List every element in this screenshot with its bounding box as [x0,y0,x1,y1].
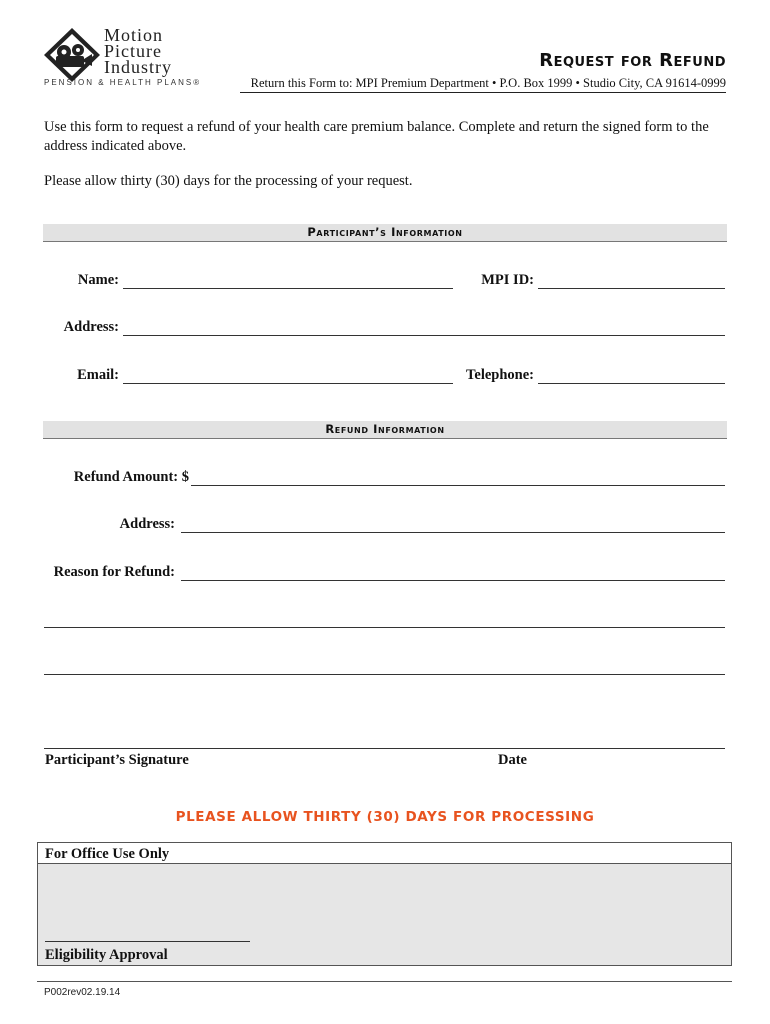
mpi-id-field[interactable] [538,288,725,289]
refund-section-header: Refund Information [43,421,727,439]
signature-line[interactable] [44,748,725,749]
office-use-title: For Office Use Only [45,846,170,862]
email-label: Email: [77,367,119,383]
intro-paragraph: Use this form to request a refund of your health care premium balance. Complete and return the signed form to the address indicated above. [44,119,709,154]
address-label: Address: [63,319,119,335]
participant-signature-label: Participant’s Signature [45,752,189,768]
mpi-logo-icon [42,26,102,84]
name-field[interactable] [123,288,453,289]
mpi-id-label: MPI ID: [481,272,534,288]
reason-field-line-2[interactable] [44,627,725,628]
refund-amount-field[interactable] [191,485,725,486]
form-code: P002rev02.19.14 [44,987,121,998]
header-divider [240,92,726,93]
return-address-line: Return this Form to: MPI Premium Department • P.O. Box 1999 • Studio City, CA 91614-0999 [250,76,726,90]
address-field[interactable] [123,335,725,336]
footer-divider [37,981,732,982]
date-label: Date [498,752,527,768]
name-label: Name: [77,272,119,288]
logo-text-industry: Industry [104,57,172,77]
reason-field-line-1[interactable] [181,580,725,581]
refund-address-field[interactable] [181,532,725,533]
office-use-header [38,843,731,864]
logo-tagline: PENSION & HEALTH PLANS® [44,78,202,87]
office-use-box [37,842,732,966]
participant-section-header: Participant’s Information [43,224,727,242]
refund-amount-label: Refund Amount: $ [73,469,189,485]
processing-paragraph: Please allow thirty (30) days for the processing of your request. [44,173,413,189]
telephone-label: Telephone: [466,367,534,383]
reason-label: Reason for Refund: [53,564,175,580]
email-field[interactable] [123,383,453,384]
processing-notice: PLEASE ALLOW THIRTY (30) DAYS FOR PROCESSING [175,809,595,825]
logo-text-motion: Motion [104,25,164,45]
logo-text-picture: Picture [104,41,162,61]
refund-address-label: Address: [119,516,175,532]
form-title: Request for Refund [539,50,726,71]
telephone-field[interactable] [538,383,725,384]
reason-field-line-3[interactable] [44,674,725,675]
eligibility-approval-line[interactable] [45,941,250,942]
eligibility-approval-label: Eligibility Approval [45,947,168,963]
